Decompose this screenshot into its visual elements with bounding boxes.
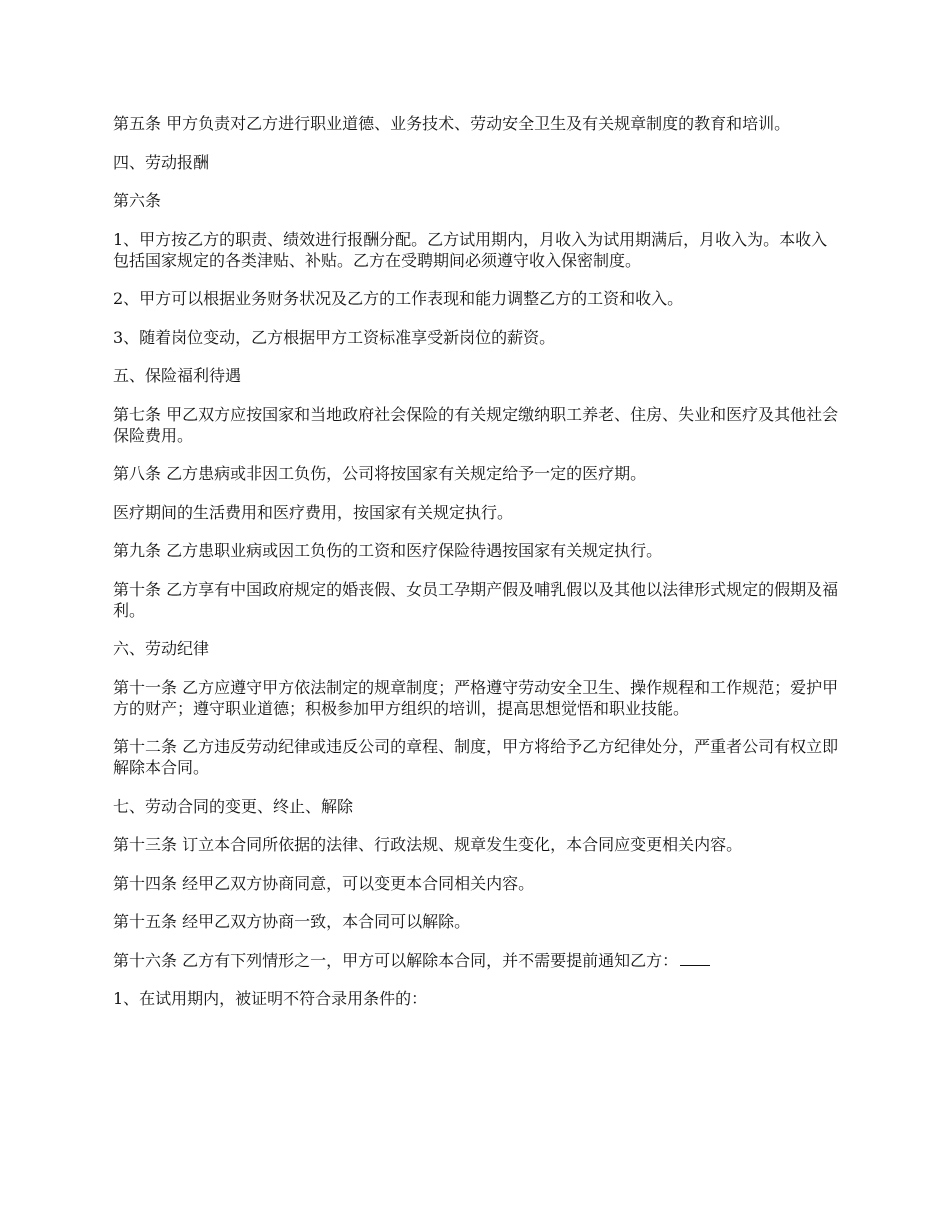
article-6-heading: 第六条 — [113, 191, 162, 210]
article-12: 第十二条 乙方违反劳动纪律或违反公司的章程、制度，甲方将给予乙方纪律处分，严重者公司有权立即解除本合同。 — [113, 737, 839, 777]
article-16 — [113, 950, 843, 971]
document-page — [113, 113, 843, 1027]
article-6-item-3: 3、随着岗位变动，乙方根据甲方工资标准享受新岗位的薪资。 — [113, 327, 556, 347]
article-9: 第九条 乙方患职业病或因工负伤的工资和医疗保险待遇按国家有关规定执行。 — [113, 541, 663, 560]
article-15: 第十五条 经甲乙双方协商一致，本合同可以解除。 — [113, 912, 471, 931]
article-16-item-1: 1、在试用期内，被证明不符合录用条件的： — [113, 989, 428, 1008]
article-13: 第十三条 订立本合同所依据的法律、行政法规、规章发生变化，本合同应变更相关内容。 — [113, 835, 743, 854]
article-14: 第十四条 经甲乙双方协商同意，可以变更本合同相关内容。 — [113, 873, 535, 893]
article-6-item-2: 2、甲方可以根据业务财务状况及乙方的工作表现和能力调整乙方的工资和收入。 — [113, 289, 684, 308]
section-4-heading: 四、劳动报酬 — [113, 152, 210, 172]
article-5: 第五条 甲方负责对乙方进行职业道德、业务技术、劳动安全卫生及有关规章制度的教育和培训。 — [113, 114, 791, 133]
article-7: 第七条 甲乙双方应按国家和当地政府社会保险的有关规定缴纳职工养老、住房、失业和医疗及其他社会保险费用。 — [113, 404, 839, 445]
article-8: 第八条 乙方患病或非因工负伤，公司将按国家有关规定给予一定的医疗期。 — [113, 464, 647, 483]
section-7-heading: 七、劳动合同的变更、终止、解除 — [113, 796, 354, 816]
section-5-heading: 五、保险福利待遇 — [113, 366, 242, 385]
article-8-continued: 医疗期间的生活费用和医疗费用，按国家有关规定执行。 — [113, 502, 514, 522]
fill-in-blank — [680, 951, 710, 966]
article-11: 第十一条 乙方应遵守甲方依法制定的规章制度；严格遵守劳动安全卫生、操作规程和工作规范；爱护甲方的财产；遵守职业道德；积极参加甲方组织的培训，提高思想觉悟和职业技能。 — [113, 677, 839, 718]
section-6-heading: 六、劳动纪律 — [113, 639, 210, 658]
article-10: 第十条 乙方享有中国政府规定的婚丧假、女员工孕期产假及哺乳假以及其他以法律形式规定的假期及福利。 — [113, 579, 839, 620]
article-16-text: 第十六条 乙方有下列情形之一，甲方可以解除本合同，并不需要提前通知乙方： — [113, 950, 679, 970]
article-6-item-1: 1、甲方按乙方的职责、绩效进行报酬分配。乙方试用期内，月收入为试用期满后，月收入为。本收入包括国家规定的各类津贴、补贴。乙方在受聘期间必须遵守收入保密制度。 — [113, 229, 828, 270]
